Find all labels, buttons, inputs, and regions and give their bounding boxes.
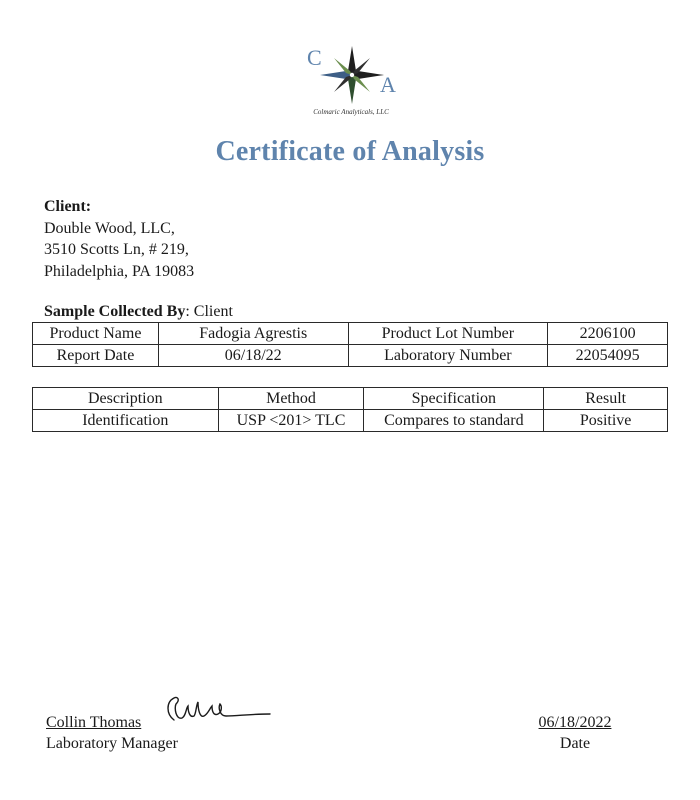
table-cell: 06/18/22 (158, 345, 348, 367)
table-cell: 2206100 (548, 323, 668, 345)
sample-collected (44, 303, 233, 321)
compass-star-icon (320, 46, 384, 104)
table-row (33, 410, 668, 432)
table-header-row (33, 388, 668, 410)
client-name: Double Wood, LLC, (44, 219, 175, 237)
logo-letter-c: C (307, 45, 322, 70)
table-cell: Product Lot Number (348, 323, 548, 345)
table-cell: 22054095 (548, 345, 668, 367)
handwritten-signature (160, 694, 272, 732)
signatory-name: Collin Thomas (46, 714, 142, 731)
table-cell: Identification (33, 410, 219, 432)
table-cell: Report Date (33, 345, 159, 367)
signatory-title: Laboratory Manager (46, 735, 178, 752)
column-header: Result (544, 388, 668, 410)
logo-caption: Colmaric Analyticals, LLC (313, 108, 389, 116)
client-block (44, 196, 194, 282)
table-row (33, 345, 668, 367)
results-table (32, 387, 668, 432)
client-label: Client: (44, 198, 92, 215)
product-info-table (32, 322, 668, 367)
table-row (33, 323, 668, 345)
table-cell: Fadogia Agrestis (158, 323, 348, 345)
table-cell: Positive (544, 410, 668, 432)
signature-date: 06/18/2022 (538, 714, 612, 731)
sample-collected-value: : Client (185, 303, 233, 320)
column-header: Description (33, 388, 219, 410)
sample-collected-label: Sample Collected By (44, 303, 186, 320)
signatory-block (46, 712, 178, 754)
client-address-line2: Philadelphia, PA 19083 (44, 262, 195, 280)
logo-letter-a: A (380, 72, 396, 97)
date-block (520, 712, 630, 754)
table-cell: Product Name (33, 323, 159, 345)
client-address-line1: 3510 Scotts Ln, # 219, (44, 241, 189, 258)
document-title: Certificate of Analysis (215, 136, 485, 167)
date-label: Date (559, 735, 591, 752)
table-cell: Compares to standard (364, 410, 544, 432)
column-header: Method (218, 388, 364, 410)
table-cell: USP <201> TLC (218, 410, 364, 432)
table-cell: Laboratory Number (348, 345, 548, 367)
company-logo (296, 42, 406, 124)
column-header: Specification (364, 388, 544, 410)
